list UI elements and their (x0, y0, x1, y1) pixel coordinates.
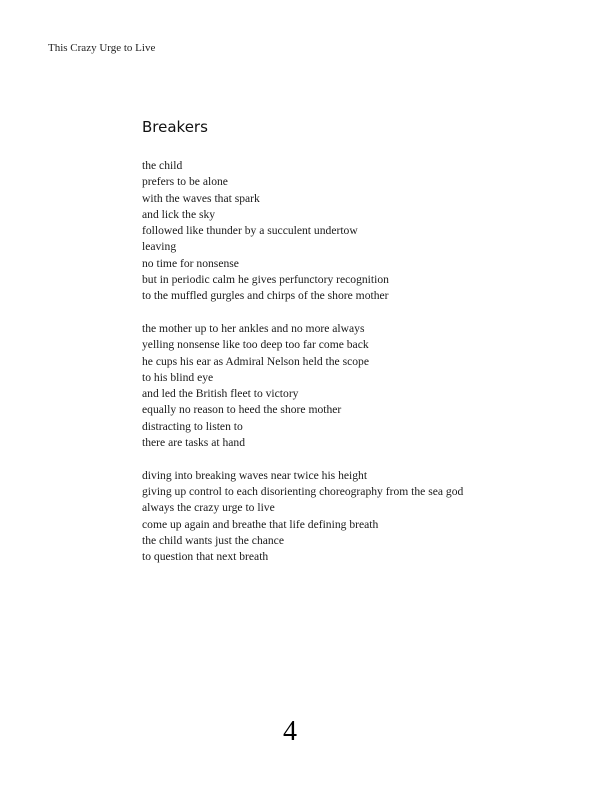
poem-line: the mother up to her ankles and no more always (142, 321, 365, 335)
poem-line: the child (142, 159, 183, 172)
poem-line: come up again and breathe that life defining breath (142, 517, 379, 531)
poem-line: distracting to listen to (142, 419, 243, 433)
poem-line: prefers to be alone (142, 175, 228, 189)
poem-line: yelling nonsense like too deep too far come back (142, 338, 369, 352)
poem-line: followed like thunder by a succulent undertow (142, 224, 358, 238)
poem-line: to the muffled gurgles and chirps of the shore mother (142, 289, 389, 303)
poem-line: there are tasks at hand (142, 436, 246, 450)
poem-line: the child wants just the chance (142, 533, 284, 547)
stanza-3 (142, 468, 582, 566)
poem-line: diving into breaking waves near twice his height (142, 468, 368, 482)
poem-line: and led the British fleet to victory (142, 387, 299, 401)
stanza-1 (142, 158, 582, 305)
page-number: 4 (283, 716, 297, 747)
poem-line: giving up control to each disorienting choreography from the sea god (142, 484, 464, 498)
poem-line: leaving (142, 240, 177, 254)
poem-line: with the waves that spark (142, 191, 260, 205)
poem (142, 118, 582, 582)
poem-line: and lick the sky (142, 207, 216, 221)
poem-line: but in periodic calm he gives perfunctory recognition (142, 273, 389, 287)
poem-line: equally no reason to heed the shore mother (142, 403, 342, 417)
poem-line: he cups his ear as Admiral Nelson held the scope (142, 354, 369, 368)
stanza-2 (142, 321, 582, 451)
poem-title: Breakers (142, 118, 208, 136)
poem-line: no time for nonsense (142, 256, 239, 270)
poem-line: to his blind eye (142, 370, 214, 384)
running-header-title: This Crazy Urge to Live (48, 42, 156, 54)
poem-line: to question that next breath (142, 550, 269, 564)
poem-line: always the crazy urge to live (142, 501, 275, 515)
